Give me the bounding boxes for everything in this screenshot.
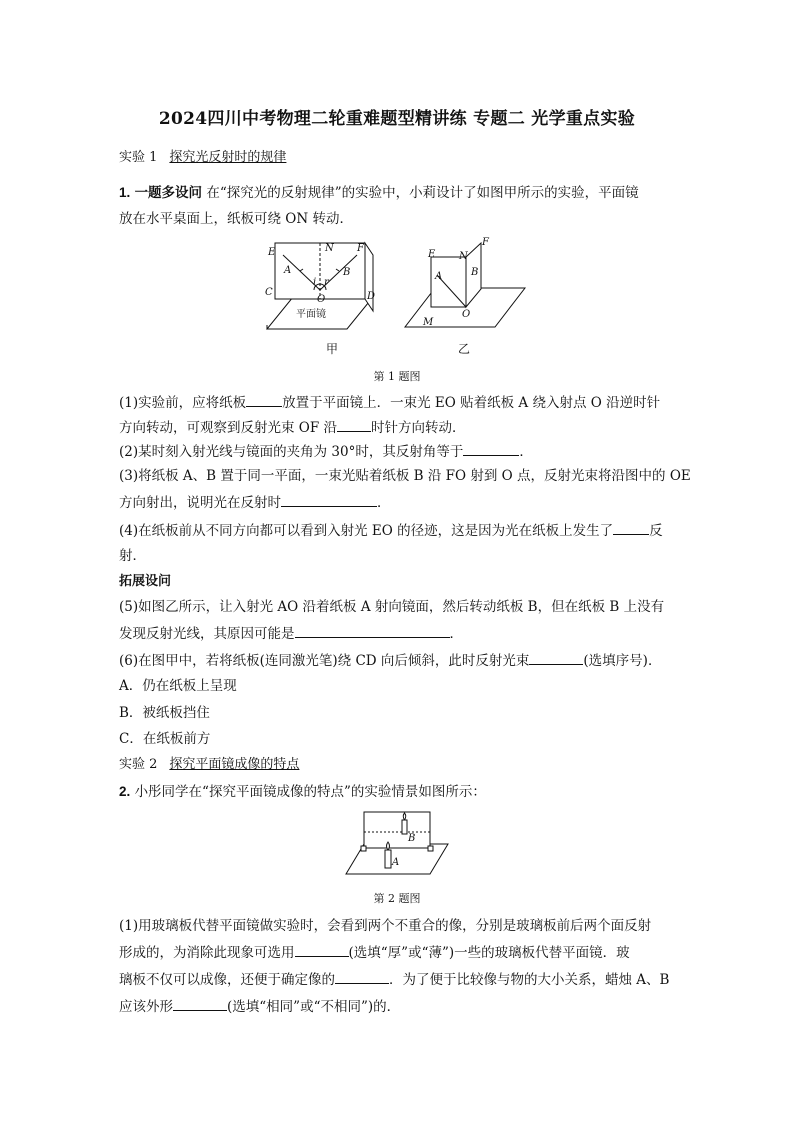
question-1-line-2: 放在水平桌面上，纸板可绕 ON 转动． bbox=[119, 211, 353, 227]
q1-part-3-line-2 bbox=[119, 492, 391, 513]
option-c: C．在纸板前方 bbox=[119, 731, 211, 747]
text-segment: ． bbox=[519, 444, 533, 460]
q1-part-5-line-2 bbox=[119, 623, 463, 644]
answer-blank[interactable] bbox=[246, 392, 282, 407]
q1-part-1-line-2 bbox=[119, 417, 466, 438]
figure-2-diagram bbox=[344, 808, 452, 880]
text-segment: 方向射出，说明光在反射时 bbox=[119, 495, 281, 511]
text-segment: (2)某时刻入射光线与镜面的夹角为 30°时，其反射角等于 bbox=[119, 444, 464, 460]
svg-text:E: E bbox=[428, 249, 436, 260]
svg-text:M: M bbox=[423, 317, 434, 328]
q1-part-4-line-1 bbox=[119, 520, 663, 541]
svg-text:B: B bbox=[408, 833, 416, 844]
question-number: 2. bbox=[119, 784, 131, 799]
answer-blank[interactable] bbox=[337, 417, 371, 432]
text-segment: (6)在图甲中，若将纸板(连同激光笔)绕 CD 向后倾斜，此时反射光束 bbox=[119, 653, 530, 669]
q1-part-1-line-1 bbox=[119, 392, 660, 413]
q2-part-1-line-2 bbox=[119, 942, 630, 963]
answer-blank[interactable] bbox=[173, 996, 227, 1011]
answer-blank[interactable] bbox=[295, 623, 450, 638]
answer-blank[interactable] bbox=[295, 942, 349, 957]
q2-part-1-line-4 bbox=[119, 996, 400, 1017]
section-header-exp1 bbox=[119, 148, 286, 168]
answer-blank[interactable] bbox=[281, 492, 377, 507]
answer-blank[interactable] bbox=[463, 441, 519, 456]
option-a: A．仍在纸板上呈现 bbox=[119, 678, 237, 694]
section-topic: 探究光反射时的规律 bbox=[169, 150, 287, 165]
text-segment: 发现反射光线，其原因可能是 bbox=[119, 626, 295, 642]
text-segment: ． bbox=[377, 495, 391, 511]
svg-text:F: F bbox=[357, 243, 364, 254]
q1-part-2 bbox=[119, 441, 533, 462]
section-topic: 探究平面镜成像的特点 bbox=[169, 757, 300, 772]
svg-text:O: O bbox=[317, 294, 326, 305]
text-segment: (选填“相同”或“不相同”)的． bbox=[227, 999, 401, 1015]
text-segment: 应该外形 bbox=[119, 999, 173, 1015]
text-segment: 璃板不仅可以成像，还便于确定像的 bbox=[119, 972, 335, 988]
svg-text:r: r bbox=[324, 277, 329, 288]
answer-blank[interactable] bbox=[613, 520, 649, 535]
text-segment: 时针方向转动． bbox=[371, 420, 466, 436]
q1-part-6 bbox=[119, 650, 661, 671]
question-2-intro bbox=[119, 782, 486, 802]
figure-1-caption: 第 1 题图 bbox=[373, 370, 421, 383]
q1-part-3-line-1: (3)将纸板 A、B 置于同一平面，一束光贴着纸板 B 沿 FO 射到 O 点，反射光束将沿图中的 OE bbox=[119, 468, 691, 484]
svg-text:i: i bbox=[313, 277, 317, 288]
text-segment: (选填序号)． bbox=[583, 653, 662, 669]
svg-text:B: B bbox=[471, 267, 479, 278]
svg-text:A: A bbox=[392, 857, 400, 868]
option-b: B．被纸板挡住 bbox=[119, 705, 210, 721]
mirror-label: 平面镜 bbox=[296, 309, 326, 320]
q2-part-1-line-3 bbox=[119, 969, 669, 990]
question-1-line-1 bbox=[119, 183, 639, 203]
svg-text:O: O bbox=[462, 309, 471, 320]
svg-text:B: B bbox=[343, 267, 351, 278]
text-segment: 形成的，为消除此现象可选用 bbox=[119, 945, 295, 961]
q2-part-1-line-1: (1)用玻璃板代替平面镜做实验时，会看到两个不重合的像，分别是玻璃板前后两个面反射 bbox=[119, 918, 652, 934]
answer-blank[interactable] bbox=[529, 650, 583, 665]
text-segment: (1)实验前，应将纸板 bbox=[119, 395, 247, 411]
text-segment: ． bbox=[449, 626, 463, 642]
figure-label-jia: 甲 bbox=[326, 342, 339, 356]
svg-text:A: A bbox=[284, 265, 292, 276]
svg-text:E: E bbox=[268, 247, 276, 258]
answer-blank[interactable] bbox=[335, 969, 389, 984]
figure-2-caption: 第 2 题图 bbox=[373, 892, 421, 905]
question-tag: 一题多设问 bbox=[134, 185, 203, 201]
question-text: 在“探究光的反射规律”的实验中，小莉设计了如图甲所示的实验，平面镜 bbox=[206, 185, 639, 201]
svg-text:F: F bbox=[482, 237, 489, 248]
svg-text:N: N bbox=[325, 243, 334, 254]
section-label: 实验 1 bbox=[119, 150, 158, 165]
q1-part-4-line-2: 射． bbox=[119, 548, 146, 564]
figure-1-diagram bbox=[255, 233, 555, 337]
svg-text:N: N bbox=[459, 251, 468, 262]
page-title: 2024四川中考物理二轮重难题型精讲练 专题二 光学重点实验 bbox=[158, 109, 636, 129]
text-segment: (选填“厚”或“薄”)一些的玻璃板代替平面镜．玻 bbox=[348, 945, 630, 961]
section-label: 实验 2 bbox=[119, 757, 158, 772]
text-segment: ．为了便于比较像与物的大小关系，蜡烛 A、B bbox=[389, 972, 670, 988]
extension-label: 拓展设问 bbox=[119, 574, 172, 589]
text-segment: 反 bbox=[649, 523, 663, 539]
svg-text:A: A bbox=[435, 271, 443, 282]
question-number: 1. bbox=[119, 185, 131, 200]
section-header-exp2 bbox=[119, 755, 299, 775]
text-segment: 放置于平面镜上．一束光 EO 贴着纸板 A 绕入射点 O 沿逆时针 bbox=[282, 395, 661, 411]
svg-text:C: C bbox=[265, 287, 273, 298]
text-segment: (4)在纸板前从不同方向都可以看到入射光 EO 的径迹，这是因为光在纸板上发生了 bbox=[119, 523, 614, 539]
figure-label-yi: 乙 bbox=[458, 342, 471, 356]
svg-text:D: D bbox=[367, 291, 376, 302]
question-text: 小彤同学在“探究平面镜成像的特点”的实验情景如图所示： bbox=[134, 784, 486, 800]
q1-part-5-line-1: (5)如图乙所示，让入射光 AO 沿着纸板 A 射向镜面，然后转动纸板 B，但在纸板 B 上没有 bbox=[119, 599, 665, 615]
text-segment: 方向转动，可观察到反射光束 OF 沿 bbox=[119, 420, 338, 436]
